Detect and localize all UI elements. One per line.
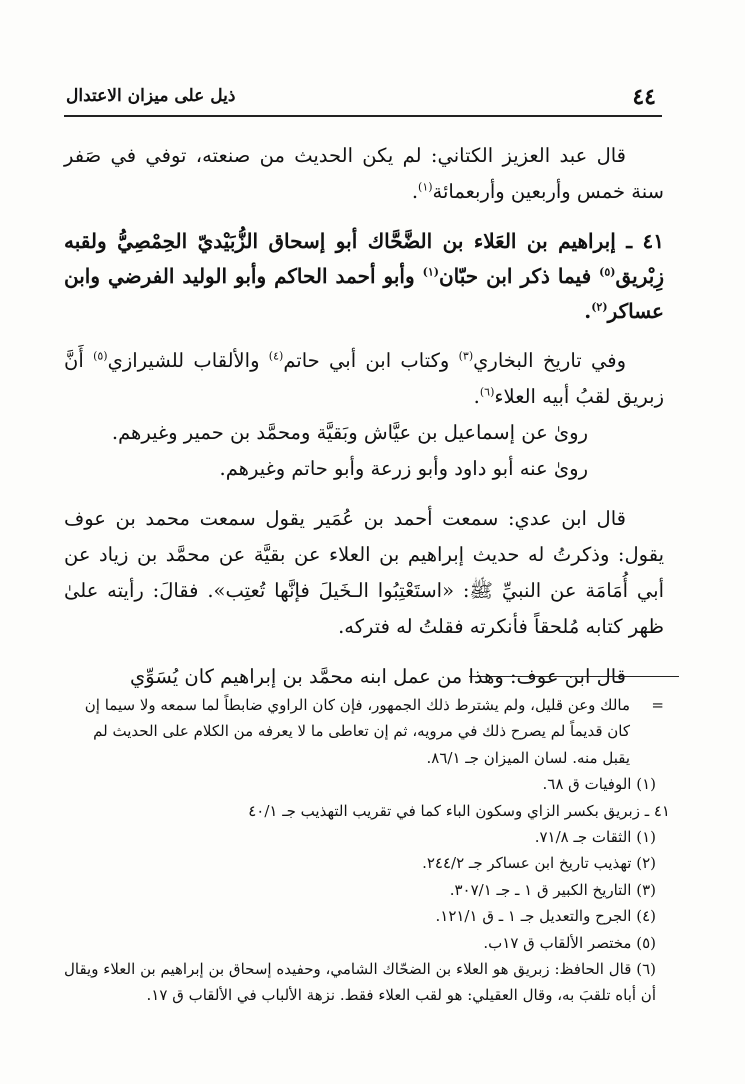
footnote-ref: (٥) xyxy=(599,265,616,279)
main-text xyxy=(64,138,664,695)
entry-heading: ٤١ ـ إبراهيم بن العَلاء بن الضَّحَّاك أبو إسحاق الزُّبَيْديّ الحِمْصِيُّ ولقبه زِبْريق$^{(٥)}$ فيما ذكر ابن حبّان$^{(١)}$ وأبو أحمد الحاكم وأبو الوليد الفرضي وابن عساكر$^{(٢)}$. xyxy=(64,229,664,323)
footnote-ref: (٣) xyxy=(458,349,474,363)
narrated-by-line: روىٰ عنه أبو داود وأبو زرعة وأبو حاتم وغيرهم. xyxy=(219,457,588,480)
footnote-continuation: = مالك وعن قليل، ولم يشترط ذلك الجمهور، فإن كان الراوي ضابطاً لما سمعه ولا سيما إن كان قديماً لم يصرح ذلك في مرويه، ثم إن تعاطى ما لا يعرفه من الكلام على الحديث لم يقبل منه. لسان الميزان جـ ٨٦/١. xyxy=(64,692,670,771)
footnote-item: (٢) تهذيب تاريخ ابن عساكر جـ ٢٤٤/٢. xyxy=(422,854,656,873)
paragraph-ibn-awf: قال ابن عوف: وهذا من عمل ابنه محمَّد بن إبراهيم كان يُسَوِّي xyxy=(130,665,626,688)
footnote-separator xyxy=(469,676,679,677)
footnote-ref: (٤) xyxy=(268,349,284,363)
footnote-ref: (٢) xyxy=(591,300,608,314)
narrated-from-line: روىٰ عن إسماعيل بن عيَّاش وبَقيَّة ومحمَّد بن حمير وغيرهم. xyxy=(111,421,588,444)
paragraph-kattani: قال عبد العزيز الكتاني: لم يكن الحديث من صنعته، توفي في صَفر سنة خمس وأربعين وأربعمائة$^{(١)}$. xyxy=(64,144,664,203)
running-title: ذيل على ميزان الاعتدال xyxy=(66,86,236,106)
footnotes xyxy=(64,692,670,1009)
footnote-item: (١) الثقات جـ ٧١/٨. xyxy=(534,828,656,847)
page-number: ٤٤ xyxy=(632,84,656,110)
footnote-ref: (٥) xyxy=(93,349,108,363)
paragraph-ibn-adi: قال ابن عدي: سمعت أحمد بن عُمَير يقول سمعت محمد بن عوف يقول: وذكرتُ له حديث إبراهيم بن العلاء عن بقيَّة عن محمَّد بن زياد عن أبي أُمَامَة عن النبيِّ ﷺ: «استَعْتِبُوا الـخَيلَ فإنَّها تُعتِب». فقالَ: رأيته علىٰ ظهر كتابه مُلحقاً فأنكرته فقلتُ له فتركه. xyxy=(64,507,664,638)
header-rule xyxy=(64,115,662,117)
footnote-item: (١) الوفيات ق ٦٨. xyxy=(542,775,656,794)
footnote-item: (٤) الجرح والتعديل جـ ١ ـ ق ١٢١/١. xyxy=(435,907,656,926)
footnote-ref: (١) xyxy=(422,265,439,279)
footnote-ref: (١) xyxy=(418,180,433,194)
footnote-item: (٥) مختصر الألقاب ق ١٧ب. xyxy=(483,933,656,952)
footnote-item: (٦) قال الحافظ: زبريق هو العلاء بن الضحّاك الشامي، وحفيده إسحاق بن إبراهيم بن العلاء ويقال أن أباه تلقبَ به، وقال العقيلي: هو لقب العلاء فقط. نزهة الألباب في الألقاب ق ١٧. xyxy=(64,960,656,1005)
continuation-mark: = xyxy=(651,696,664,714)
footnote-ref: (٦) xyxy=(479,385,495,399)
footnote-item: (٣) التاريخ الكبير ق ١ ـ جـ ٣٠٧/١. xyxy=(449,880,656,899)
footnote-entry-heading: ٤١ ـ زبريق بكسر الزاي وسكون الباء كما في تقريب التهذيب جـ ٤٠/١ xyxy=(248,801,670,820)
page-header xyxy=(64,84,660,112)
paragraph-sources: وفي تاريخ البخاري$^{(٣)}$ وكتاب ابن أبي حاتم$^{(٤)}$ والألقاب للشيرازي$^{(٥)}$ أَنَّ زبريق لقبُ أبيه العلاء$^{(٦)}$. xyxy=(64,349,664,408)
